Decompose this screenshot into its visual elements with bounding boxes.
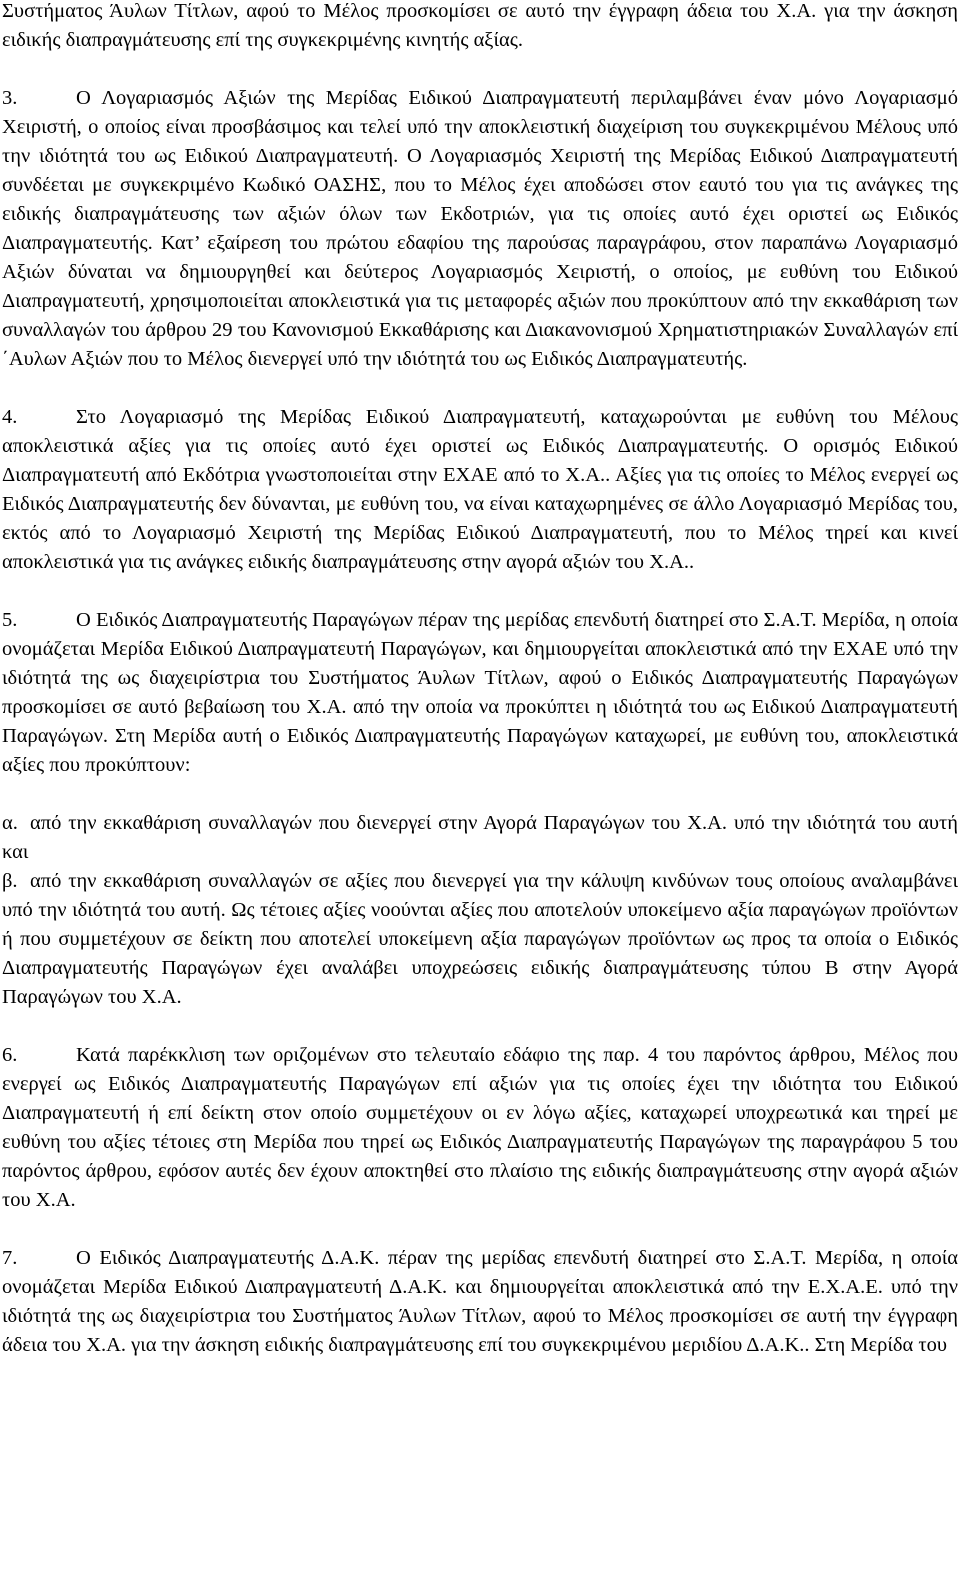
paragraph-5b-text: από την εκκαθάριση συναλλαγών σε αξίες που διενεργεί για την κάλυψη κινδύνων τους οποίους αναλαμβάνει υπό την ιδιότητά του αυτή. Ως τέτοιες αξίες νοούνται αξίες που αποτελούν υποκείμενο αξία παραγώγων προϊόντων ή που συμμετέχουν σε δείκτη που αποτελεί υποκείμενη αξία παραγώγων προϊόντων ως προς τα οποία ο Ειδικός Διαπραγματευτής Παραγώγων έχει αναλάβει υποχρεώσεις ειδικής διαπραγμάτευσης τύπου Β στην Αγορά Παραγώγων του Χ.Α. xyxy=(2,870,958,1008)
paragraph-5b xyxy=(2,867,958,1012)
paragraph-7-text: Ο Ειδικός Διαπραγματευτής Δ.Α.Κ. πέραν της μερίδας επενδυτή διατηρεί στο Σ.Α.Τ. Μερίδα, η οποία ονομάζεται Μερίδα Ειδικού Διαπραγματευτή Δ.Α.Κ. και δημιουργείται αποκλειστικά από την Ε.Χ.Α.Ε. υπό την ιδιότητά της ως διαχειρίστρια του Συστήματος Άυλων Τίτλων, αφού το Μέλος προσκομίσει σε αυτή την έγγραφη άδεια του Χ.Α. για την άσκηση ειδικής διαπραγμάτευσης επί του συγκεκριμένου μεριδίου Δ.Α.Κ.. Στη Μερίδα του xyxy=(2,1247,958,1356)
paragraph-3-text: Ο Λογαριασμός Αξιών της Μερίδας Ειδικού Διαπραγματευτή περιλαμβάνει έναν μόνο Λογαριασμό Χειριστή, ο οποίος είναι προσβάσιμος και τελεί υπό την αποκλειστική διαχείριση του συγκεκριμένου Μέλους υπό την ιδιότητά του ως Ειδικού Διαπραγματευτή. Ο Λογαριασμός Χειριστή της Μερίδας Ειδικού Διαπραγματευτή συνδέεται με συγκεκριμένο Κωδικό ΟΑΣΗΣ, που το Μέλος έχει αποδώσει στον εαυτό του για τις ανάγκες της ειδικής διαπραγμάτευσης των αξιών όλων των Εκδοτριών, για τις οποίες αυτό έχει οριστεί ως Ειδικός Διαπραγματευτής. Κατ’ εξαίρεση του πρώτου εδαφίου της παρούσας παραγράφου, στον παραπάνω Λογαριασμό Αξιών δύναται να δημιουργηθεί και δεύτερος Λογαριασμός Χειριστή, ο οποίος, με ευθύνη του Ειδικού Διαπραγματευτή, χρησιμοποιείται αποκλειστικά για τις μεταφορές αξιών που προκύπτουν από την εκκαθάριση των συναλλαγών του άρθρου 29 του Κανονισμού Εκκαθάρισης και Διακανονισμού Χρηματιστηριακών Συναλλαγών επί ΄Αυλων Αξιών που το Μέλος διενεργεί υπό την ιδιότητά του ως Ειδικός Διαπραγματευτής. xyxy=(2,87,958,370)
paragraph-gap xyxy=(2,577,958,606)
paragraph-gap xyxy=(2,1012,958,1041)
paragraph-5a-text: από την εκκαθάριση συναλλαγών που διενεργεί στην Αγορά Παραγώγων του Χ.Α. υπό την ιδιότητά του αυτή και xyxy=(2,812,958,863)
paragraph-5a-number: α. xyxy=(2,812,18,834)
paragraph-3 xyxy=(2,84,958,374)
paragraph-4 xyxy=(2,403,958,577)
paragraph-gap xyxy=(2,780,958,809)
paragraph-gap xyxy=(2,374,958,403)
paragraph-5b-number: β. xyxy=(2,870,18,892)
paragraph-5a xyxy=(2,809,958,867)
paragraph-gap xyxy=(2,1215,958,1244)
paragraph-4-text: Στο Λογαριασμό της Μερίδας Ειδικού Διαπραγματευτή, καταχωρούνται με ευθύνη του Μέλους αποκλειστικά αξίες για τις οποίες αυτό έχει οριστεί ως Ειδικός Διαπραγματευτής. Ο ορισμός Ειδικού Διαπραγματευτή από Εκδότρια γνωστοποιείται στην ΕΧΑΕ από το Χ.Α.. Αξίες για τις οποίες το Μέλος ενεργεί ως Ειδικός Διαπραγματευτής δεν δύνανται, με ευθύνη του, να είναι καταχωρημένες σε άλλο Λογαριασμό Μερίδας του, εκτός από το Λογαριασμό Χειριστή της Μερίδας Ειδικού Διαπραγματευτή, που το Μέλος τηρεί και κινεί αποκλειστικά για τις ανάγκες ειδικής διαπραγμάτευσης στην αγορά αξιών του Χ.Α.. xyxy=(2,406,958,573)
paragraph-6 xyxy=(2,1041,958,1215)
paragraph-6-text: Κατά παρέκκλιση των οριζομένων στο τελευταίο εδάφιο της παρ. 4 του παρόντος άρθρου, Μέλος που ενεργεί ως Ειδικός Διαπραγματευτής Παραγώγων επί αξιών για τις οποίες έχει την ιδιότητα του Ειδικού Διαπραγματευτή ή επί δείκτη στον οποίο συμμετέχουν οι εν λόγω αξίες, καταχωρεί υποχρεωτικά και τηρεί με ευθύνη του αξίες τέτοιες στη Μερίδα που τηρεί ως Ειδικός Διαπραγματευτής Παραγώγων της παραγράφου 5 του παρόντος άρθρου, εφόσον αυτές δεν έχουν αποκτηθεί στο πλαίσιο της ειδικής διαπραγμάτευσης στην αγορά αξιών του Χ.Α. xyxy=(2,1044,958,1211)
paragraph-5-number: 5. xyxy=(2,609,18,631)
paragraph-7-number: 7. xyxy=(2,1247,18,1269)
paragraph-7 xyxy=(2,1244,958,1360)
paragraph-6-number: 6. xyxy=(2,1044,18,1066)
paragraph-3-number: 3. xyxy=(2,87,18,109)
paragraph-4-number: 4. xyxy=(2,406,18,428)
intro-text: Συστήματος Άυλων Τίτλων, αφού το Μέλος προσκομίσει σε αυτό την έγγραφη άδεια του Χ.Α. για την άσκηση ειδικής διαπραγμάτευσης επί της συγκεκριμένης κινητής αξίας. xyxy=(2,0,958,51)
paragraph-gap xyxy=(2,55,958,84)
paragraph-5 xyxy=(2,606,958,780)
paragraph-5-text: Ο Ειδικός Διαπραγματευτής Παραγώγων πέραν της μερίδας επενδυτή διατηρεί στο Σ.Α.Τ. Μερίδα, η οποία ονομάζεται Μερίδα Ειδικού Διαπραγματευτή Παραγώγων, και δημιουργείται αποκλειστικά από την ΕΧΑΕ υπό την ιδιότητά της ως διαχειρίστρια του Συστήματος Άυλων Τίτλων, αφού ο Ειδικός Διαπραγματευτής Παραγώγων προσκομίσει σε αυτό βεβαίωση του Χ.Α. από την οποία να προκύπτει η ιδιότητά του ως Ειδικού Διαπραγματευτή Παραγώγων. Στη Μερίδα αυτή ο Ειδικός Διαπραγματευτής Παραγώγων καταχωρεί, με ευθύνη του, αποκλειστικά αξίες που προκύπτουν: xyxy=(2,609,958,776)
intro-paragraph xyxy=(2,0,958,55)
